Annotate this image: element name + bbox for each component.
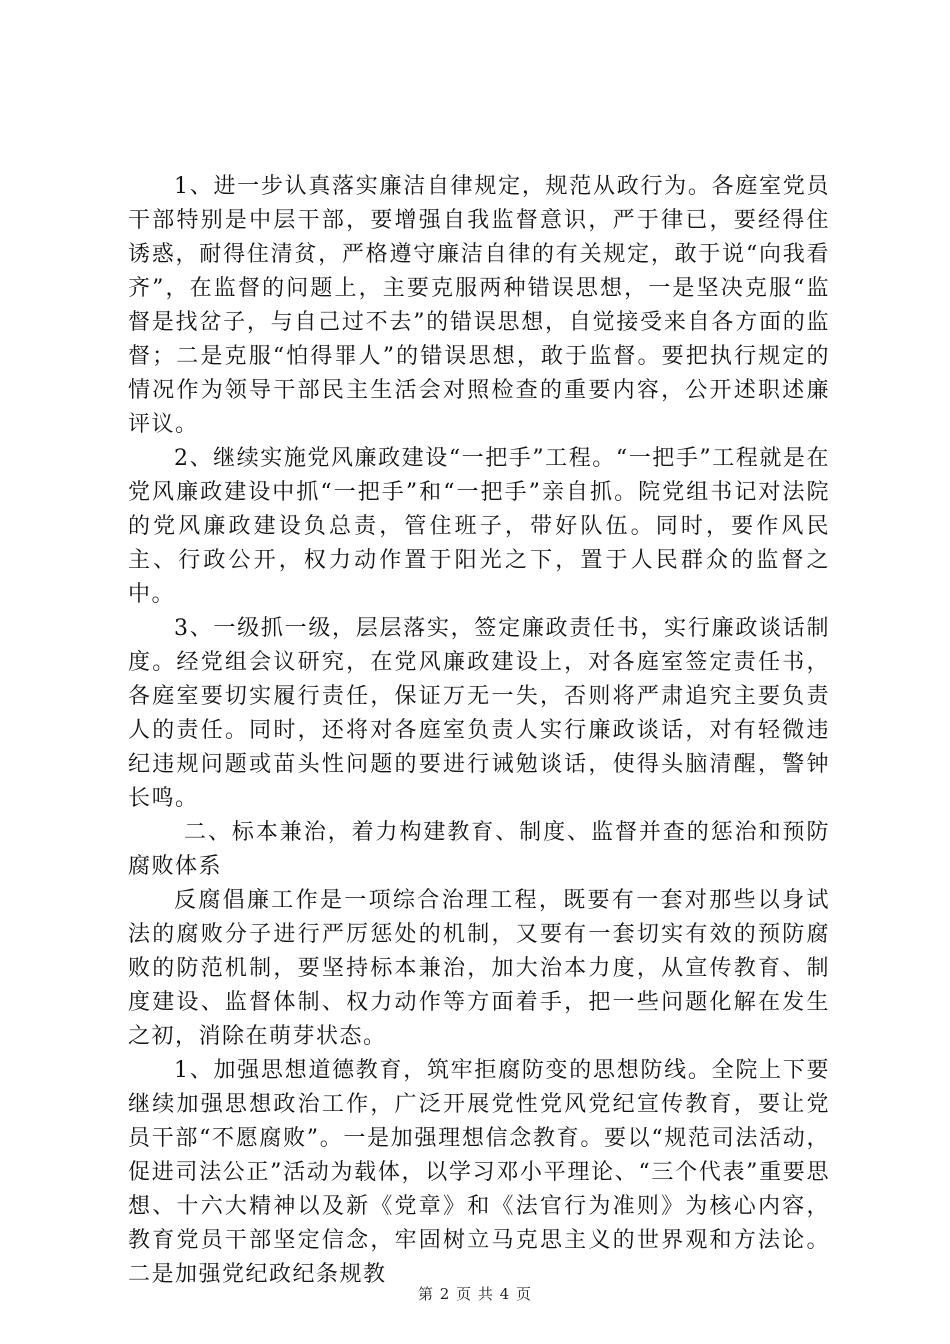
page-footer: 第 2 页 共 4 页 (418, 1285, 532, 1303)
paragraph-1: 1、进一步认真落实廉洁自律规定，规范从政行为。各庭室党员干部特别是中层干部，要增强自我监督意识，严于律已，要经得住诱惑，耐得住清贫，严格遵守廉洁自律的有关规定，敢于说“向我看齐”，在监督的问题上，主要克服两种错误思想，一是坚决克服“监督是找岔子，与自己过不去”的错误思想，自觉接受来自各方面的监督；二是克服“怕得罪人”的错误思想，敢于监督。要把执行规定的情况作为领导干部民主生活会对照检查的重要内容，公开述职述廉评议。 (128, 174, 830, 437)
document-body (128, 170, 830, 1292)
paragraph-4: 反腐倡廉工作是一项综合治理工程，既要有一套对那些以身试法的腐败分子进行严厉惩处的机制，又要有一套切实有效的预防腐败的防范机制，要坚持标本兼治，加大治本力度，从宣传教育、制度建设、监督体制、权力动作等方面着手，把一些问题化解在发生之初，消除在萌芽状态。 (128, 888, 830, 1049)
paragraph-5: 1、加强思想道德教育，筑牢拒腐防变的思想防线。全院上下要继续加强思想政治工作，广泛开展党性党风党纪宣传教育，要让党员干部“不愿腐败”。一是加强理想信念教育。要以“规范司法活动，促进司法公正”活动为载体，以学习邓小平理论、“三个代表”重要思想、十六大精神以及新《党章》和《法官行为准则》为核心内容，教育党员干部坚定信念，牢固树立马克思主义的世界观和方法论。二是加强党纪政纪条规教 (128, 1058, 830, 1287)
section-heading: 二、标本兼治，着力构建教育、制度、监督并查的惩治和预防腐败体系 (128, 820, 830, 879)
paragraph-3: 3、一级抓一级，层层落实，签定廉政责任书，实行廉政谈话制度。经党组会议研究，在党风廉政建设上，对各庭室签定责任书，各庭室要切实履行责任，保证万无一失，否则将严肃追究主要负责人的责任。同时，还将对各庭室负责人实行廉政谈话，对有轻微违纪违规问题或苗头性问题的要进行诫勉谈话，使得头脑清醒，警钟长鸣。 (128, 616, 830, 811)
paragraph-2: 2、继续实施党风廉政建设“一把手”工程。“一把手”工程就是在党风廉政建设中抓“一把手”和“一把手”亲自抓。院党组书记对法院的党风廉政建设负总责，管住班子，带好队伍。同时，要作风民主、行政公开，权力动作置于阳光之下，置于人民群众的监督之中。 (128, 446, 830, 607)
